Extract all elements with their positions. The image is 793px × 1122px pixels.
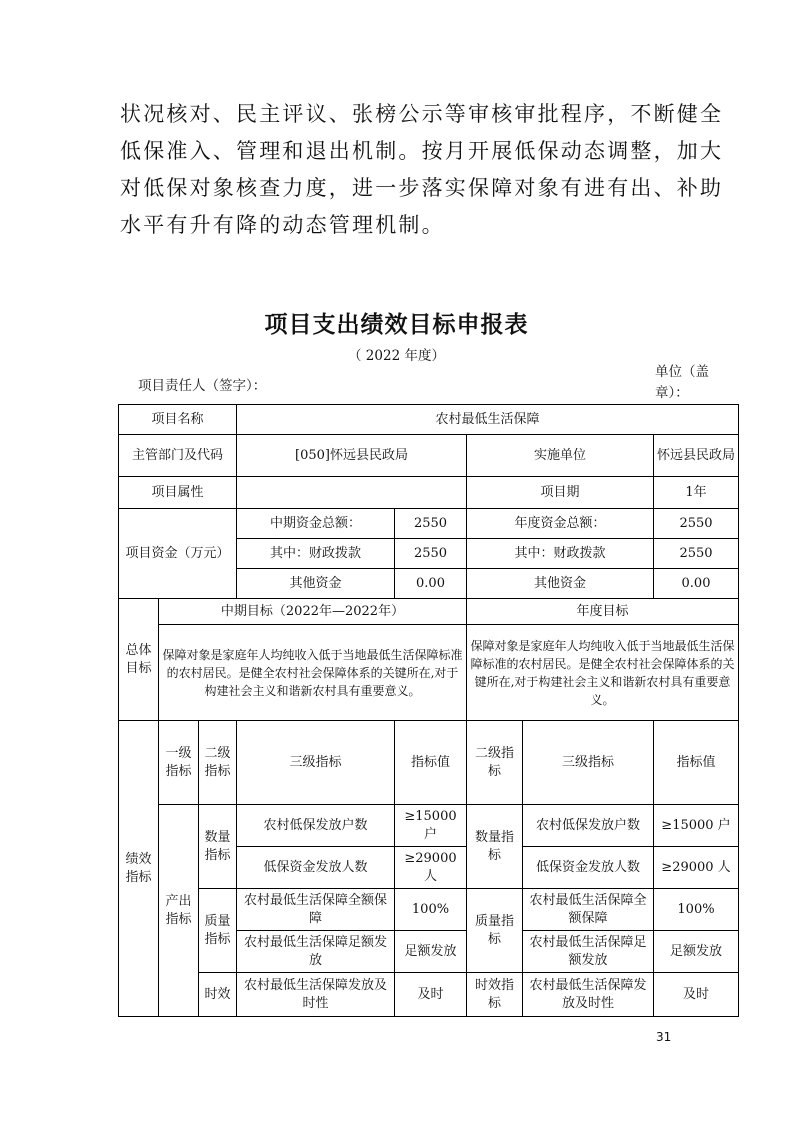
- quality-indicator-label-right: 质量指标: [467, 889, 523, 973]
- indicator-name: 低保资金发放人数: [237, 847, 395, 889]
- level3-header-right: 三级指标: [523, 721, 654, 805]
- period-label: 项目期: [467, 477, 654, 509]
- indicator-value: ≥29000人: [395, 847, 467, 889]
- year-goal-label: 年度目标: [467, 599, 739, 625]
- indicator-value-right: 及时: [654, 973, 739, 1017]
- perf-indicator-label: 绩效指标: [119, 721, 159, 1017]
- performance-form-table: [118, 404, 739, 1017]
- dept-label: 主管部门及代码: [119, 435, 237, 477]
- year-total-label: 年度资金总额：: [467, 509, 654, 539]
- mid-goal-text: 保障对象是家庭年人均纯收入低于当地最低生活保障标准的农村居民。是健全农村社会保障体系的关键所在,对于构建社会主义和谐新农村具有重要意义。: [159, 625, 467, 721]
- time-indicator-label: 时效: [199, 973, 237, 1017]
- quality-indicator-label: 质量指标: [199, 889, 237, 973]
- form-year: （ 2022 年度）: [348, 348, 445, 364]
- indicator-value-right: ≥29000 人: [654, 847, 739, 889]
- indicator-name-right: 农村最低生活保障全额保障: [523, 889, 654, 931]
- period-value: 1年: [654, 477, 739, 509]
- form-title: 项目支出绩效目标申报表: [264, 312, 529, 338]
- year-fiscal-label: 其中：财政拨款: [467, 539, 654, 569]
- level1-header: 一级指标: [159, 721, 199, 805]
- mid-total-label: 中期资金总额：: [237, 509, 395, 539]
- intro-line: 对低保对象核查力度，进一步落实保障对象有进有出、补助: [120, 176, 724, 200]
- indicator-value: 足额发放: [395, 931, 467, 973]
- unit-seal-label: 单位（盖章）：: [655, 364, 709, 401]
- level2-header-right: 二级指标: [467, 721, 523, 805]
- attr-value: [237, 477, 467, 509]
- level2-header: 二级指标: [199, 721, 237, 805]
- page-number: 31: [656, 1030, 672, 1044]
- indicator-value: 及时: [395, 973, 467, 1017]
- indicator-name-right: 农村低保发放户数: [523, 805, 654, 847]
- mid-goal-label: 中期目标（2022年—2022年）: [159, 599, 467, 625]
- indicator-value: 100%: [395, 889, 467, 931]
- indicator-name: 农村最低生活保障足额发放: [237, 931, 395, 973]
- intro-line: 低保准入、管理和退出机制。按月开展低保动态调整，加大: [120, 139, 724, 163]
- year-other-value: 0.00: [654, 569, 739, 599]
- attr-label: 项目属性: [119, 477, 237, 509]
- mid-total-value: 2550: [395, 509, 467, 539]
- project-name-value: 农村最低生活保障: [237, 405, 739, 435]
- responsible-label: 项目责任人（签字）：: [138, 378, 267, 394]
- indicator-value: ≥15000户: [395, 805, 467, 847]
- mid-other-label: 其他资金: [237, 569, 395, 599]
- indicator-value-right: ≥15000 户: [654, 805, 739, 847]
- year-goal-text: 保障对象是家庭年人均纯收入低于当地最低生活保障标准的农村居民。是健全农村社会保障体系的关键所在,对于构建社会主义和谐新农村具有重要意义。: [467, 625, 739, 721]
- indicator-value-right: 足额发放: [654, 931, 739, 973]
- year-other-label: 其他资金: [467, 569, 654, 599]
- funds-label: 项目资金（万元）: [119, 509, 237, 599]
- time-indicator-label-right: 时效指标: [467, 973, 523, 1017]
- impl-unit-value: 怀远县民政局: [654, 435, 739, 477]
- indicator-name-right: 低保资金发放人数: [523, 847, 654, 889]
- indicator-name: 农村最低生活保障全额保障: [237, 889, 395, 931]
- qty-indicator-label: 数量指标: [199, 805, 237, 889]
- intro-paragraph: [120, 96, 724, 244]
- mid-fiscal-value: 2550: [395, 539, 467, 569]
- mid-fiscal-label: 其中：财政拨款: [237, 539, 395, 569]
- indicator-name: 农村最低生活保障发放及时性: [237, 973, 395, 1017]
- overall-goal-label: 总体目标: [119, 599, 159, 721]
- indicator-value-right: 100%: [654, 889, 739, 931]
- project-name-label: 项目名称: [119, 405, 237, 435]
- intro-line: 水平有升有降的动态管理机制。: [120, 213, 445, 237]
- mid-other-value: 0.00: [395, 569, 467, 599]
- year-fiscal-value: 2550: [654, 539, 739, 569]
- value-header-right: 指标值: [654, 721, 739, 805]
- qty-indicator-label-right: 数量指标: [467, 805, 523, 889]
- intro-line: 状况核对、民主评议、张榜公示等审核审批程序，不断健全: [120, 102, 724, 126]
- level3-header: 三级指标: [237, 721, 395, 805]
- dept-value: [050]怀远县民政局: [237, 435, 467, 477]
- year-total-value: 2550: [654, 509, 739, 539]
- indicator-name-right: 农村最低生活保障发放及时性: [523, 973, 654, 1017]
- indicator-name-right: 农村最低生活保障足额发放: [523, 931, 654, 973]
- indicator-name: 农村低保发放户数: [237, 805, 395, 847]
- impl-unit-label: 实施单位: [467, 435, 654, 477]
- value-header: 指标值: [395, 721, 467, 805]
- output-indicator-label: 产出指标: [159, 805, 199, 1017]
